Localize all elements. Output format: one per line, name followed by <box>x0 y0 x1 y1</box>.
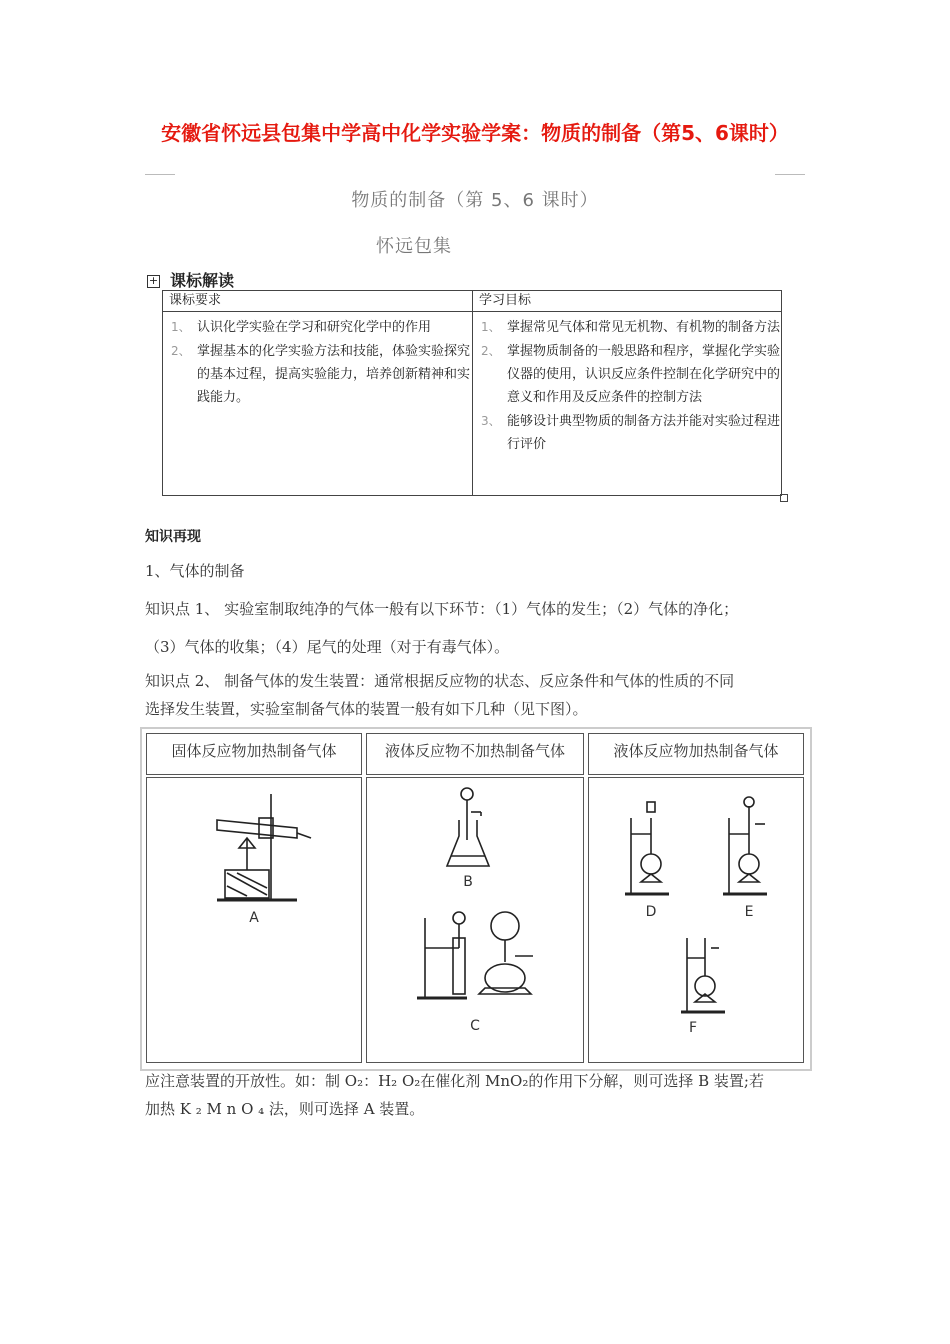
list-item: 2、 掌握物质制备的一般思路和程序，掌握化学实验仪器的使用，认识反应条件控制在化学研究中的意义和作用及反应条件的控制方法 <box>481 344 781 405</box>
header-solid-heating: 固体反应物加热制备气体 <box>146 733 362 775</box>
knowledge-point-2: 知识点 2、 制备气体的发生装置：通常根据反应物的状态、反应条件和气体的性质的不同 <box>145 672 735 690</box>
apparatus-b-c-figure <box>367 778 583 1062</box>
resize-handle[interactable] <box>780 494 788 502</box>
list-item: 1、 掌握常见气体和常见无机物、有机物的制备方法 <box>481 320 781 335</box>
list-item: 3、 能够设计典型物质的制备方法并能对实验过程进行评价 <box>481 414 781 452</box>
cell-apparatus-b-c <box>366 777 584 1063</box>
list-item: 1、 认识化学实验在学习和研究化学中的作用 <box>171 320 432 335</box>
standards-header: 课标要求 <box>163 291 472 312</box>
list-item: 2、 掌握基本的化学实验方法和技能，体验实验探究的基本过程，提高实验能力，培养创新精神和实践能力。 <box>171 344 471 405</box>
knowledge-point-1: 知识点 1、 实验室制取纯净的气体一般有以下环节：（1）气体的发生；（2）气体的净化； <box>145 600 739 618</box>
apparatus-a-figure <box>147 778 361 1062</box>
document-title: 安徽省怀远县包集中学高中化学实验学案：物质的制备（第5、6课时） <box>161 121 789 145</box>
expand-icon[interactable]: + <box>148 274 159 287</box>
goals-column <box>473 291 781 495</box>
label-e: E <box>744 904 754 920</box>
knowledge-point-2-cont: 选择发生装置，实验室制备气体的装置一般有如下几种（见下图）。 <box>145 700 588 718</box>
note-line-2: 加热 K ₂ M n O ₄ 法，则可选择 A 装置。 <box>145 1100 425 1118</box>
cell-apparatus-d-e-f <box>588 777 804 1063</box>
label-a: A <box>249 910 259 926</box>
section-title-standards: 课标解读 <box>170 271 235 290</box>
lesson-subtitle: 物质的制备（第 5、6 课时） <box>351 190 599 211</box>
goals-header: 学习目标 <box>473 291 781 312</box>
standards-table <box>162 290 782 496</box>
heading-gas-preparation: 1、气体的制备 <box>145 562 245 580</box>
school-name: 怀远包集 <box>376 236 452 257</box>
knowledge-point-1-cont: （3）气体的收集；（4）尾气的处理（对于有毒气体）。 <box>145 638 510 656</box>
apparatus-d-e-f-figure <box>589 778 803 1062</box>
label-b: B <box>463 874 473 890</box>
section-title-knowledge: 知识再现 <box>145 529 201 545</box>
label-c: C <box>470 1018 480 1034</box>
note-line-1: 应注意装置的开放性。如：制 O₂：H₂ O₂在催化剂 MnO₂的作用下分解，则可选择 B 装置;若 <box>145 1072 764 1090</box>
header-liquid-no-heating: 液体反应物不加热制备气体 <box>366 733 584 775</box>
header-liquid-heating: 液体反应物加热制备气体 <box>588 733 804 775</box>
cell-apparatus-a <box>146 777 362 1063</box>
label-d: D <box>645 904 657 920</box>
label-f: F <box>688 1020 698 1036</box>
standards-column <box>163 291 473 495</box>
header-rule-right <box>775 174 805 175</box>
header-rule-left <box>145 174 175 175</box>
apparatus-table <box>140 727 812 1071</box>
